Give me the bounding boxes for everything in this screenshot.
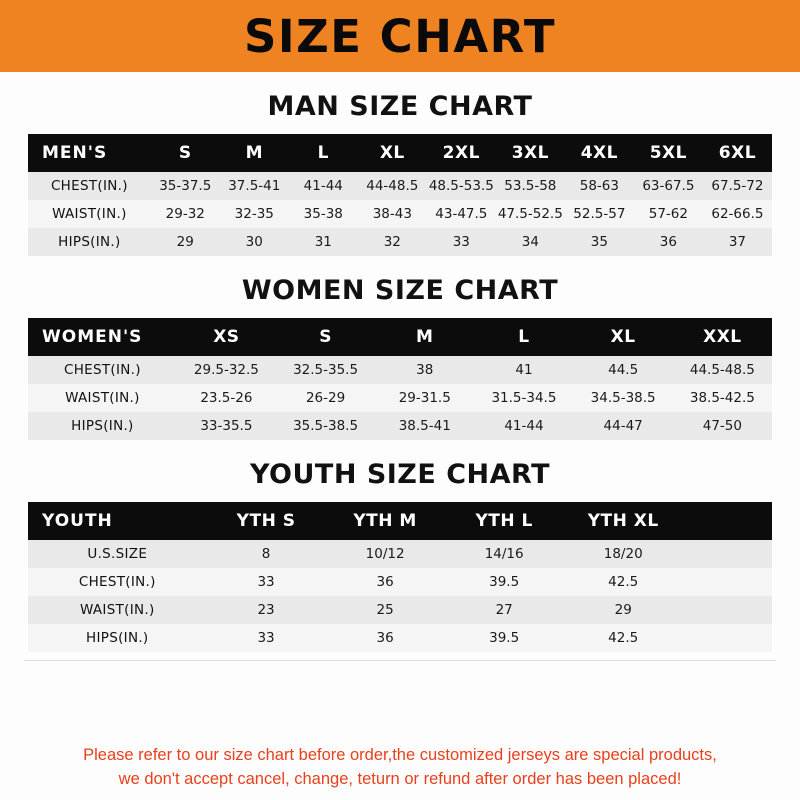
women-cell-0-2: 38: [416, 362, 434, 378]
table-row: [28, 228, 772, 256]
men-col-8: 6XL: [718, 143, 757, 163]
women-col-2: M: [416, 327, 434, 347]
women-cell-1-2: 29-31.5: [398, 390, 451, 406]
men-col-5: 3XL: [511, 143, 549, 163]
women-cell-2-3: 41-44: [504, 418, 544, 434]
youth-cell-3-spacer: [683, 624, 772, 652]
youth-cell-3-2: 39.5: [489, 630, 520, 646]
youth-cell-0-2: 14/16: [484, 546, 524, 562]
women-cell-0-3: 41: [515, 362, 533, 378]
youth-cell-1-3: 42.5: [608, 574, 639, 590]
women-cell-2-5: 47-50: [702, 418, 742, 434]
youth-row-3-label: HIPS(IN.): [86, 630, 149, 646]
table-header-row: [28, 134, 772, 172]
men-col-6: 4XL: [580, 143, 618, 163]
table-header-row: [28, 502, 772, 540]
youth-cell-0-1: 10/12: [365, 546, 405, 562]
youth-cell-0-3: 18/20: [603, 546, 643, 562]
youth-cell-3-0: 33: [257, 630, 275, 646]
women-cell-1-5: 38.5-42.5: [689, 390, 755, 406]
youth-cell-2-3: 29: [614, 602, 632, 618]
men-cell-0-2: 41-44: [303, 178, 343, 194]
women-cell-2-0: 33-35.5: [200, 418, 253, 434]
women-row-0-label: CHEST(IN.): [63, 362, 141, 378]
women-cell-2-1: 35.5-38.5: [293, 418, 359, 434]
table-row: [28, 624, 772, 652]
women-row-2-label: HIPS(IN.): [71, 418, 134, 434]
youth-cell-2-spacer: [683, 596, 772, 624]
youth-cell-0-spacer: [683, 540, 772, 568]
men-col-3: XL: [379, 143, 405, 163]
table-row: [28, 172, 772, 200]
women-table-wrap: [0, 318, 800, 440]
table-row: [28, 356, 772, 384]
youth-row-0-label: U.S.SIZE: [87, 546, 148, 562]
men-cell-0-8: 67.5-72: [711, 178, 764, 194]
women-cell-1-4: 34.5-38.5: [590, 390, 656, 406]
men-cell-2-8: 37: [728, 234, 747, 250]
divider: [24, 660, 776, 661]
men-cell-0-0: 35-37.5: [159, 178, 212, 194]
men-cell-1-5: 47.5-52.5: [497, 206, 563, 222]
men-cell-0-4: 48.5-53.5: [428, 178, 494, 194]
men-cell-1-7: 57-62: [648, 206, 688, 222]
women-cell-1-1: 26-29: [305, 390, 346, 406]
youth-row-2-label: WAIST(IN.): [79, 602, 155, 618]
youth-col-2: YTH L: [475, 511, 533, 531]
women-cell-1-3: 31.5-34.5: [491, 390, 557, 406]
men-col-1: M: [245, 143, 263, 163]
youth-cell-3-3: 42.5: [608, 630, 639, 646]
men-cell-1-4: 43-47.5: [435, 206, 488, 222]
youth-col-spacer: [683, 502, 772, 540]
men-cell-2-6: 35: [590, 234, 608, 250]
men-cell-1-0: 29-32: [165, 206, 205, 222]
men-col-7: 5XL: [649, 143, 687, 163]
youth-table-wrap: [0, 502, 800, 652]
youth-col-3: YTH XL: [587, 511, 659, 531]
men-cell-2-2: 31: [314, 234, 332, 250]
women-col-1: S: [319, 327, 332, 347]
men-table-wrap: [0, 134, 800, 256]
youth-cell-2-0: 23: [257, 602, 275, 618]
women-cell-0-1: 32.5-35.5: [293, 362, 359, 378]
men-cell-1-1: 32-35: [234, 206, 274, 222]
men-cell-1-6: 52.5-57: [573, 206, 626, 222]
youth-size-table: [28, 502, 772, 652]
youth-cell-2-2: 27: [495, 602, 513, 618]
men-cell-2-5: 34: [521, 234, 539, 250]
women-cell-0-4: 44.5: [608, 362, 639, 378]
men-cell-1-3: 38-43: [372, 206, 412, 222]
women-size-table: [28, 318, 772, 440]
footer-note-line-2: we don't accept cancel, change, teturn or refund after order has been placed!: [118, 770, 682, 789]
table-row: [28, 540, 772, 568]
footer-note: [0, 744, 800, 792]
table-row: [28, 412, 772, 440]
men-cell-2-1: 30: [245, 234, 263, 250]
women-row-1-label: WAIST(IN.): [65, 390, 140, 406]
men-cell-0-1: 37.5-41: [228, 178, 281, 194]
table-row: [28, 568, 772, 596]
men-col-2: L: [317, 143, 329, 163]
youth-col-0: YTH S: [236, 511, 296, 531]
youth-cell-2-1: 25: [376, 602, 394, 618]
men-row-0-label: CHEST(IN.): [50, 178, 128, 194]
youth-row-label-header: YOUTH: [42, 511, 113, 531]
women-row-label-header: WOMEN'S: [42, 327, 143, 347]
men-col-4: 2XL: [442, 143, 480, 163]
section-heading-women: WOMEN SIZE CHART: [241, 275, 559, 306]
men-cell-2-0: 29: [176, 234, 194, 250]
men-cell-1-8: 62-66.5: [711, 206, 764, 222]
women-col-0: XS: [213, 327, 240, 347]
page-title: SIZE CHART: [243, 9, 557, 63]
women-col-5: XXL: [703, 327, 742, 347]
banner: [0, 0, 800, 72]
section-heading-man: MAN SIZE CHART: [267, 91, 533, 122]
table-row: [28, 596, 772, 624]
youth-cell-1-0: 33: [257, 574, 275, 590]
women-cell-0-5: 44.5-48.5: [689, 362, 755, 378]
women-cell-0-0: 29.5-32.5: [193, 362, 259, 378]
men-cell-0-3: 44-48.5: [366, 178, 419, 194]
women-col-4: XL: [610, 327, 636, 347]
youth-cell-3-1: 36: [376, 630, 394, 646]
women-col-3: L: [518, 327, 530, 347]
men-cell-0-7: 63-67.5: [642, 178, 695, 194]
men-cell-2-4: 33: [452, 234, 470, 250]
men-size-table: [28, 134, 772, 256]
section-heading-youth: YOUTH SIZE CHART: [249, 459, 551, 490]
men-cell-0-6: 58-63: [579, 178, 619, 194]
women-cell-2-2: 38.5-41: [398, 418, 451, 434]
women-cell-1-0: 23.5-26: [200, 390, 253, 406]
youth-cell-0-0: 8: [261, 546, 271, 562]
men-cell-0-5: 53.5-58: [504, 178, 557, 194]
men-row-2-label: HIPS(IN.): [58, 234, 121, 250]
youth-cell-1-2: 39.5: [489, 574, 520, 590]
men-row-1-label: WAIST(IN.): [52, 206, 127, 222]
youth-cell-1-spacer: [683, 568, 772, 596]
youth-col-1: YTH M: [353, 511, 417, 531]
men-cell-2-3: 32: [383, 234, 401, 250]
men-row-label-header: MEN'S: [42, 143, 108, 163]
table-row: [28, 200, 772, 228]
table-header-row: [28, 318, 772, 356]
men-cell-2-7: 36: [659, 234, 677, 250]
men-cell-1-2: 35-38: [303, 206, 343, 222]
table-row: [28, 384, 772, 412]
men-col-0: S: [178, 143, 192, 163]
youth-cell-1-1: 36: [376, 574, 394, 590]
footer-note-line-1: Please refer to our size chart before order,the customized jerseys are special products,: [83, 746, 717, 765]
youth-row-1-label: CHEST(IN.): [78, 574, 156, 590]
women-cell-2-4: 44-47: [603, 418, 643, 434]
